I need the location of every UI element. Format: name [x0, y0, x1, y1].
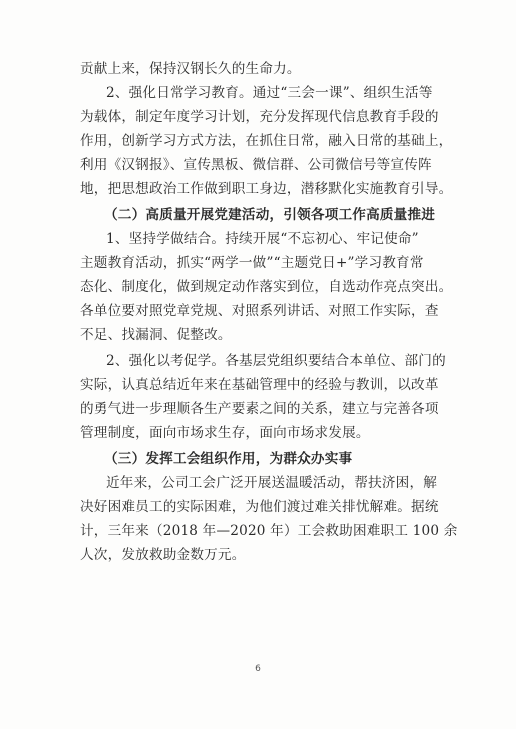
body-line: 决好困难员工的实际困难，为他们渡过难关排忧解难。据统 [80, 499, 439, 515]
body-line: 不足、找漏洞、促整改。 [80, 327, 232, 343]
body-line: 态化、制度化，做到规定动作落实到位，自选动作亮点突出。 [80, 279, 453, 295]
body-line: 1、坚持学做结合。持续开展“不忘初心、牢记使命” [106, 231, 419, 247]
body-line: 作用，创新学习方式方法，在抓住日常，融入日常的基础上， [80, 133, 453, 149]
body-line: 近年来，公司工会广泛开展送温暖活动，帮扶济困，解 [106, 475, 438, 491]
body-line: 利用《汉钢报》、宣传黑板、微信群、公司微信号等宣传阵 [80, 157, 432, 173]
body-line: 贡献上来，保持汉钢长久的生命力。 [80, 61, 301, 77]
body-line: 主题教育活动，抓实“两学一做”“主题党日+”学习教育常 [80, 255, 424, 271]
body-line: 计，三年来（2018 年—2020 年）工会救助困难职工 100 余 [80, 523, 458, 539]
body-line: 各单位要对照党章党规、对照系列讲话、对照工作实际，查 [80, 303, 439, 319]
body-line: 为载体，制定年度学习计划，充分发挥现代信息教育手段的 [80, 109, 439, 125]
body-line: 人次，发放救助金数万元。 [80, 547, 246, 563]
body-line: 2、强化日常学习教育。通过“三会一课”、组织生活等 [106, 85, 433, 101]
page-number: 6 [255, 664, 261, 674]
section-heading: （二）高质量开展党建活动，引领各项工作高质量推进 [104, 207, 436, 223]
body-line: 2、强化以考促学。各基层党组织要结合本单位、部门的 [106, 353, 446, 369]
body-line: 实际，认真总结近年来在基础管理中的经验与教训，以改革 [80, 377, 439, 393]
section-heading: （三）发挥工会组织作用，为群众办实事 [104, 451, 353, 467]
body-line: 管理制度，面向市场求生存，面向市场求发展。 [80, 425, 370, 441]
body-line: 的勇气进一步理顺各生产要素之间的关系，建立与完善各项 [80, 401, 439, 417]
body-line: 地，把思想政治工作做到职工身边，潜移默化实施教育引导。 [80, 181, 453, 197]
